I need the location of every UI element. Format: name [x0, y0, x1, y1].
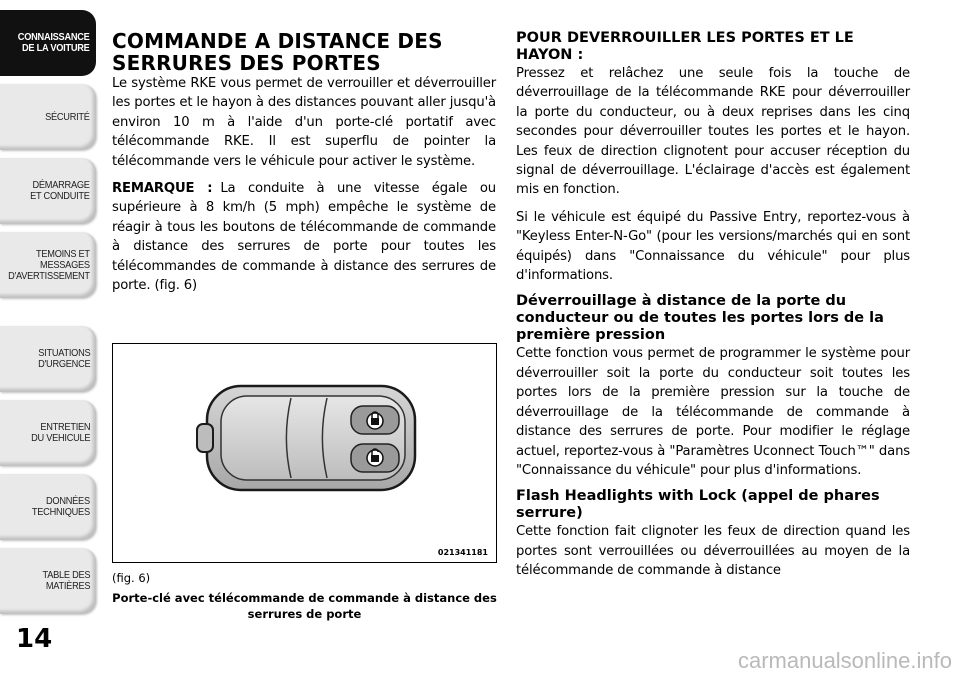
tab-label: SÉCURITÉ: [45, 110, 90, 123]
flash-headlights-paragraph: Cette fonction fait clignoter les feux de direction quand les portes sont verrouillées ou déverrouillées au moyen de la télécommande de commande à distance: [516, 524, 910, 579]
tab-donnees[interactable]: [0, 474, 96, 540]
tab-label: DÉMARRAGE ET CONDUITE: [30, 179, 90, 202]
tab-label: SITUATIONS D'URGENCE: [37, 347, 90, 370]
tab-demarrage[interactable]: [0, 158, 96, 224]
tab-temoins[interactable]: [0, 232, 96, 298]
unlock-heading: POUR DEVERROUILLER LES PORTES ET LE HAYON :: [516, 30, 854, 63]
flash-headlights-heading: Flash Headlights with Lock (appel de phares serrure): [516, 488, 880, 522]
tab-label: DONNÉES TECHNIQUES: [32, 495, 90, 518]
tab-label: TEMOINS ET MESSAGES D'AVERTISSEMENT: [8, 247, 90, 282]
figure-number: (fig. 6): [112, 571, 151, 585]
tab-label: TABLE DES MATIÈRES: [42, 569, 90, 592]
watermark: carmanualsonline.info: [737, 648, 952, 673]
remote-unlock-heading: Déverrouillage à distance de la porte du conducteur ou de toutes les portes lors de la première pression: [516, 293, 884, 344]
tab-connaissance[interactable]: [0, 10, 96, 76]
note-text: La conduite à une vitesse égale ou supérieure à 8 km/h (5 mph) empêche le système de réagir à tous les boutons de télécommande de commande à distance des serrures de porte pour toutes les télécommandes de commande à distance des serrures de porte. (fig. 6): [112, 181, 496, 294]
key-fob-illustration: [113, 344, 496, 562]
tab-label: ENTRETIEN DU VEHICULE: [30, 421, 90, 444]
lock-icon: [367, 412, 383, 429]
figure-code: 021341181: [437, 548, 488, 557]
intro-paragraph: Le système RKE vous permet de verrouiller et déverrouiller les portes et le hayon à des distances pouvant aller jusqu'à environ 10 m à l'aide d'un porte-clé portatif avec télécommande RKE. Il est superflu de pointer la télécommande vers le véhicule pour activer le système.: [112, 76, 496, 169]
key-fob-figure: [112, 343, 497, 563]
note-paragraph: [112, 179, 496, 295]
tab-table-des-matieres[interactable]: [0, 548, 96, 614]
page-number: 14: [16, 624, 53, 654]
figure-caption: Porte-clé avec télécommande de commande à distance des serrures de porte: [112, 591, 497, 621]
unlock-paragraph: Pressez et relâchez une seule fois la touche de déverrouillage de la télécommande RKE pour déverrouiller la porte du conducteur, ou à deux reprises dans les cinq secondes pour déverrouiller toutes les portes et le hayon. Les feux de direction clignotent pour accuser réception du signal de déverrouillage. L'éclairage d'accès est également mis en fonction.: [516, 66, 910, 198]
note-label: REMARQUE :: [112, 181, 213, 197]
remote-unlock-paragraph: Cette fonction vous permet de programmer le système pour déverrouiller soit la porte du conducteur soit toutes les portes lors de la première pression sur la touche de déverrouillage de la télécommande de commande à distance des serrures de porte. Pour modifier le réglage actuel, reportez-vous à "Paramètres Uconnect Touch™" dans "Connaissance du véhicule" pour plus d'informations.: [516, 346, 910, 478]
right-column: [516, 30, 910, 581]
left-column: [112, 30, 496, 295]
passive-entry-paragraph: Si le véhicule est équipé du Passive Entry, reportez-vous à "Keyless Enter-N-Go" (pour les versions/marchés qui en sont équipés) dans "Connaissance du véhicule" pour plus d'informations.: [516, 209, 910, 284]
tab-securite[interactable]: [0, 84, 96, 150]
tab-label: CONNAISSANCE DE LA VOITURE: [18, 31, 90, 54]
section-title: COMMANDE A DISTANCE DES SERRURES DES PORTES: [112, 29, 443, 75]
tab-situations[interactable]: [0, 326, 96, 392]
tab-entretien[interactable]: [0, 400, 96, 466]
unlock-icon: [367, 449, 383, 466]
